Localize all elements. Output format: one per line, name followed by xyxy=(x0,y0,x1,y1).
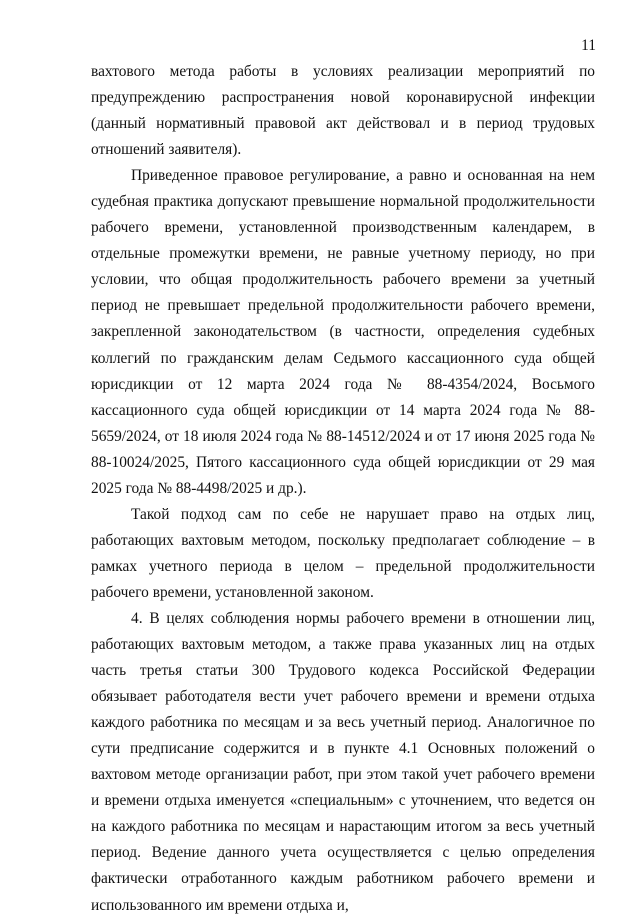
page-number: 11 xyxy=(581,37,596,54)
paragraph-right-to-rest: Такой подход сам по себе не нарушает право на отдых лиц, работающих вахтовым методом, поскольку предполагает соблюдение – в рамках учетного периода в целом – предельной продолжительности рабочего времени, установленной законом. xyxy=(91,505,595,601)
paragraph-continuation: вахтового метода работы в условиях реализации мероприятий по предупреждению распространения новой коронавирусной инфекции (данный нормативный правовой акт действовал и в период трудовых отношений заявителя). xyxy=(91,63,595,159)
document-body xyxy=(91,59,595,919)
paragraph-point-4: 4. В целях соблюдения нормы рабочего времени в отношении лиц, работающих вахтовым методом, а также права указанных лиц на отдых часть третья статьи 300 Трудового кодекса Российской Федерации обязывает работодателя вести учет рабочего времени и времени отдыха каждого работника по месяцам и за весь учетный период. Аналогичное по сути предписание содержится и в пункте 4.1 Основных положений о вахтовом методе организации работ, при этом такой учет рабочего времени и времени отдыха именуется «специальным» с уточнением, что ведется он на каждого работника по месяцам и нарастающим итогом за весь учетный период. Ведение данного учета осуществляется с целью определения фактически отработанного каждым работником рабочего времени и использованного им времени отдыха и, xyxy=(91,609,595,914)
paragraph-legal-regulation: Приведенное правовое регулирование, а равно и основанная на нем судебная практика допускают превышение нормальной продолжительности рабочего времени, установленной производственным календарем, в отдельные промежутки времени, не равные учетному периоду, но при условии, что общая продолжительность рабочего времени за учетный период не превышает предельной продолжительности рабочего времени, закрепленной законодательством (в частности, определения судебных коллегий по гражданским делам Седьмого кассационного суда общей юрисдикции от 12 марта 2024 года № 88-4354/2024, Восьмого кассационного суда общей юрисдикции от 14 марта 2024 года № 88-5659/2024, от 18 июля 2024 года № 88-14512/2024 и от 17 июня 2025 года № 88-10024/2025, Пятого кассационного суда общей юрисдикции от 29 мая 2025 года № 88-4498/2025 и др.). xyxy=(91,167,595,497)
